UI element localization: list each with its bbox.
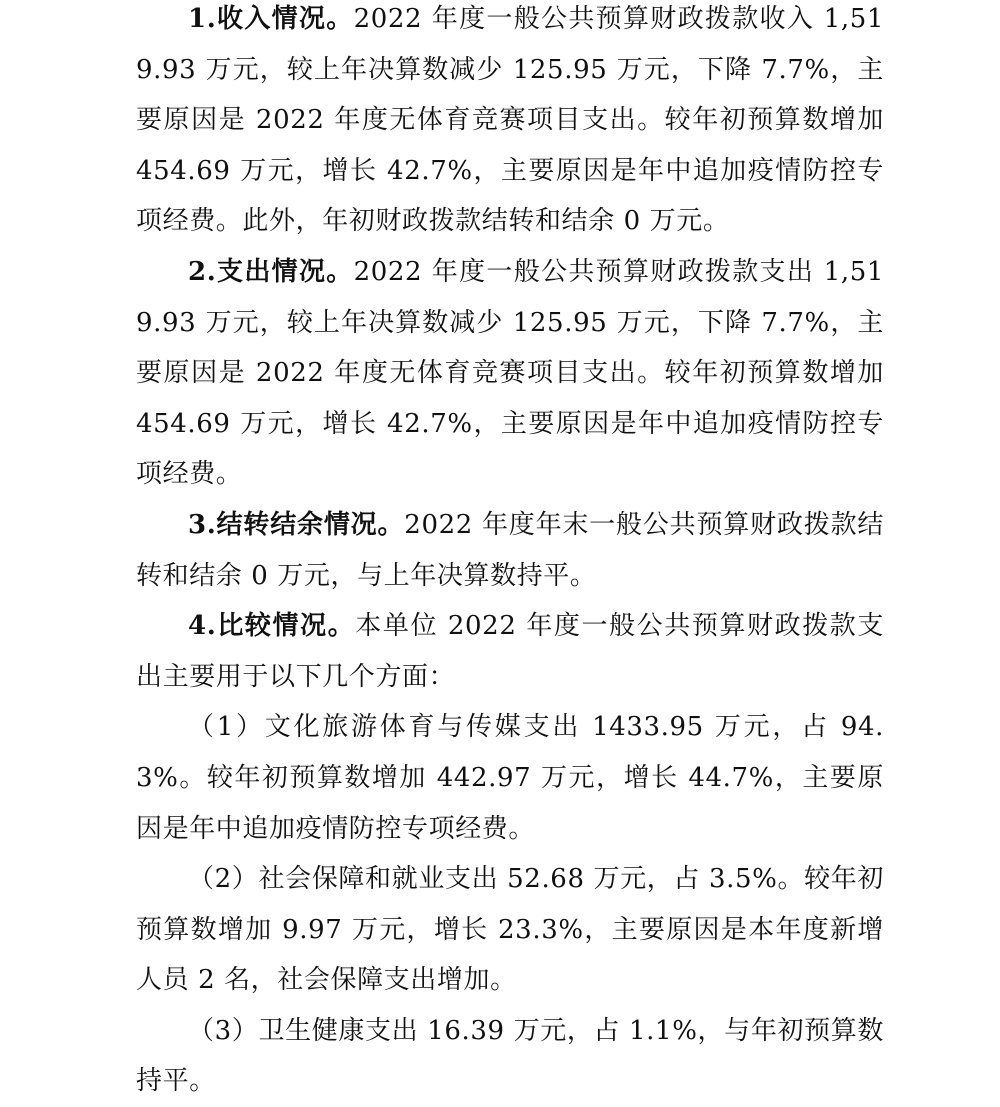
paragraph-label: 4.比较情况。 [188, 611, 356, 642]
paragraph-label: 3.结转结余情况。 [188, 509, 405, 540]
paragraph-text: 2022 年度年末一般公共预算财政拨款结转和结余 0 万元，与上年决算数持平。 [136, 509, 885, 591]
list-item-text: （2）社会保障和就业支出 52.68 万元，占 3.5%。较年初预算数增加 9.97 万元，增长 23.3%，主要原因是本年度新增人员 2 名，社会保障支出增加。 [136, 864, 884, 996]
list-item-health [136, 1006, 884, 1107]
list-item-culture [136, 702, 884, 854]
paragraph-text: 2022 年度一般公共预算财政拨款收入 1,519.93 万元，较上年决算数减少 125.95 万元，下降 7.7%，主要原因是 2022 年度无体育竞赛项目支出。较年初预算数增加 454.69 万元，增长 42.7%，主要原因是年中追加疫情防控专项经费。此外，年初财政拨款结转和结余 0 万元。 [136, 4, 884, 237]
paragraph-label: 1.收入情况。 [188, 4, 354, 34]
paragraph-income [136, 0, 884, 247]
paragraph-carryover [136, 500, 884, 601]
paragraph-expenditure [136, 247, 884, 500]
list-item-text: （1）文化旅游体育与传媒支出 1433.95 万元，占 94.3%。较年初预算数增加 442.97 万元，增长 44.7%，主要原因是年中追加疫情防控专项经费。 [136, 712, 884, 844]
list-item-text: （3）卫生健康支出 16.39 万元，占 1.1%，与年初预算数持平。 [136, 1015, 884, 1097]
paragraph-label: 2.支出情况。 [188, 256, 354, 287]
paragraph-text: 2022 年度一般公共预算财政拨款支出 1,519.93 万元，较上年决算数减少 125.95 万元，下降 7.7%，主要原因是 2022 年度无体育竞赛项目支出。较年初预算数增加 454.69 万元，增长 42.7%，主要原因是年中追加疫情防控专项经费。 [136, 256, 884, 490]
document-page [136, 0, 884, 1107]
list-item-social-security [136, 854, 884, 1006]
paragraph-comparison [136, 601, 884, 702]
paragraph-text: 本单位 2022 年度一般公共预算财政拨款支出主要用于以下几个方面： [136, 611, 884, 692]
